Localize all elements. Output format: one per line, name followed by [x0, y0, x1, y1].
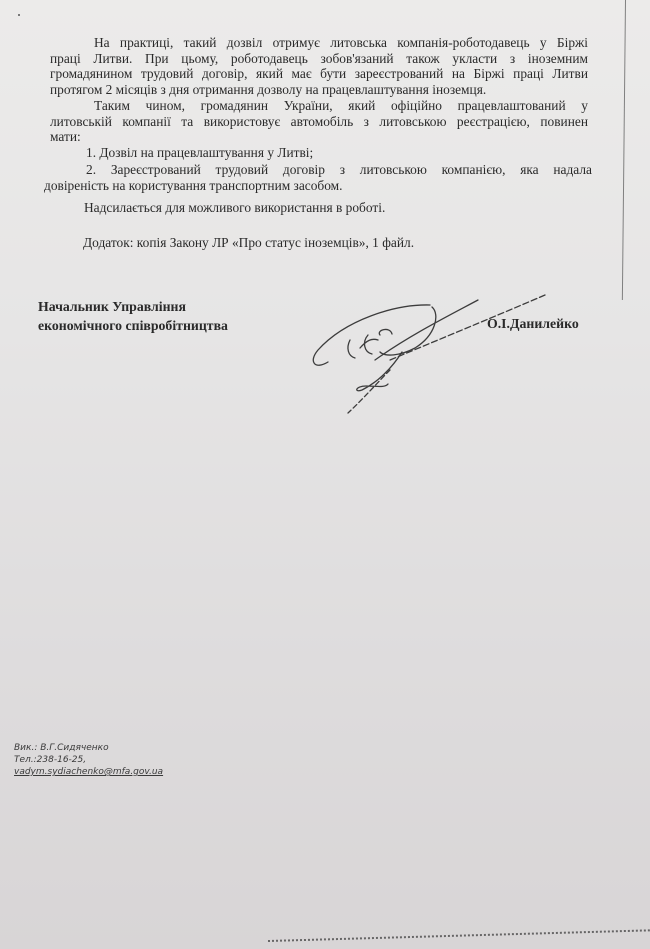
executor-email-link[interactable]: vadym.sydiachenko@mfa.gov.ua — [14, 767, 164, 777]
paragraph-line: громадянином трудовий договір, який має бути зареєстрований на Біржі праці Литви — [50, 66, 588, 81]
paragraph-requirements — [50, 98, 588, 145]
page-edge-line — [622, 0, 626, 300]
list-item-permit: 1. Дозвіл на працевлаштування у Литві; — [86, 145, 314, 160]
handwritten-signature — [300, 290, 550, 415]
executor-phone: Тел.:238-16-25, — [14, 755, 87, 765]
paper-speck — [18, 14, 20, 16]
executor-contact — [14, 742, 163, 778]
paragraph-line: мати: — [50, 129, 81, 144]
paragraph-line: литовській компанії та використовує автомобіль з литовською реєстрацією, повинен — [50, 113, 588, 129]
list-item-line: 2. Зареєстрований трудовий договір з литовською компанією, яка надала — [86, 162, 592, 177]
page-bottom-edge — [268, 929, 650, 942]
signatory-name: О.І.Данилейко — [487, 316, 579, 331]
paragraph-line: протягом 2 місяців з дня отримання дозволу на працевлаштування іноземця. — [50, 81, 487, 97]
list-item-line: довіреність на користування транспортним засобом. — [44, 177, 343, 193]
signatory-title — [38, 297, 228, 335]
executor-name: Вик.: В.Г.Сидяченко — [14, 743, 109, 753]
list-item-contract — [44, 162, 592, 193]
signatory-title-line: економічного співробітництва — [38, 318, 228, 333]
note-text: Надсилається для можливого використання в роботі. — [84, 200, 386, 215]
paragraph-line: На практиці, такий дозвіл отримує литовська компанія-роботодавець у Біржі — [94, 35, 588, 50]
paragraph-line: праці Литви. При цьому, роботодавець зобов'язаний також укласти з іноземним — [50, 50, 588, 66]
signatory-title-line: Начальник Управління — [38, 299, 186, 314]
paragraph-line: Таким чином, громадянин України, який офіційно працевлаштований у — [94, 98, 588, 113]
paragraph-work-permit — [50, 35, 588, 97]
attachment-text: Додаток: копія Закону ЛР «Про статус іноземців», 1 файл. — [83, 235, 415, 250]
